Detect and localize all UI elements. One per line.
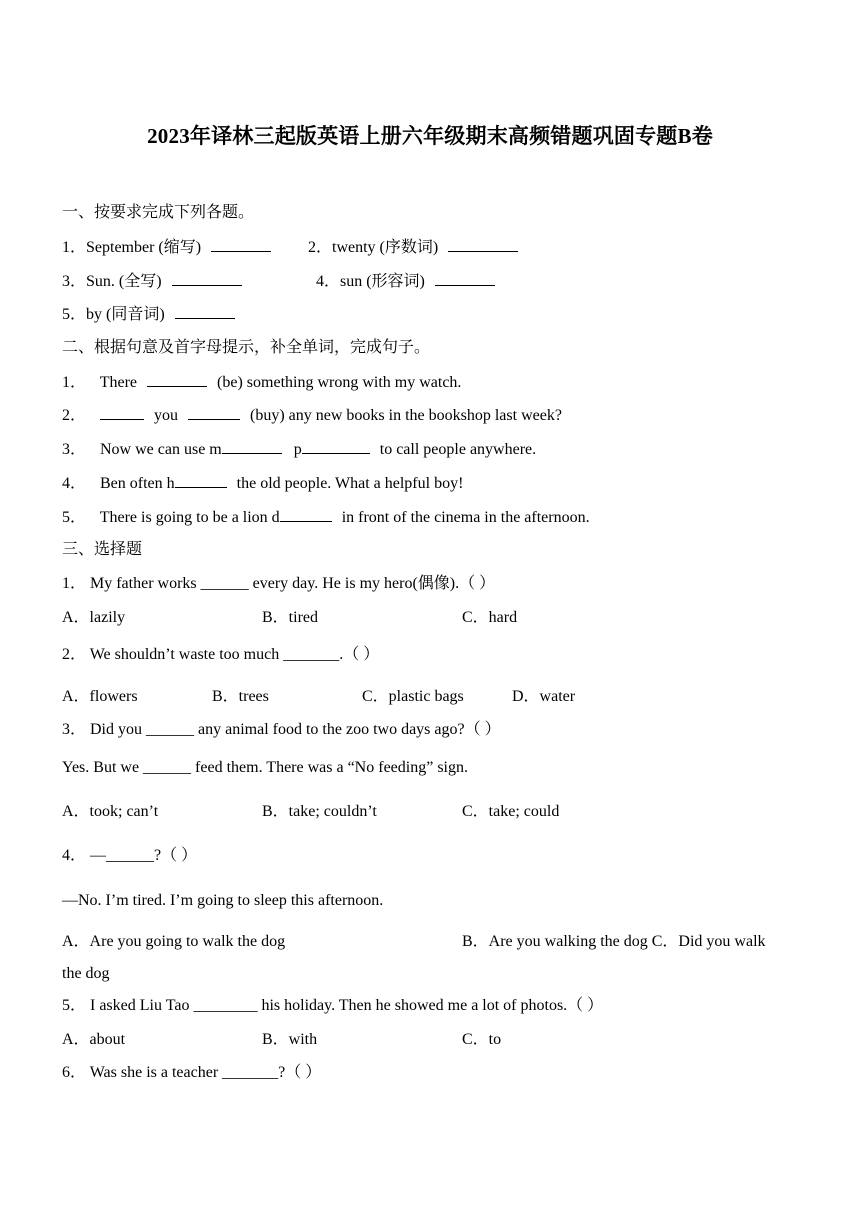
question-text: you	[154, 407, 178, 424]
s3-q2-stem: 2． We shouldn’t waste too much _______.（ ）	[62, 646, 380, 663]
s1-question-1	[62, 237, 271, 258]
answer-blank[interactable]	[448, 237, 518, 252]
answer-blank[interactable]	[435, 271, 495, 286]
s1-q4-text: 4．sun (形容词)	[316, 273, 425, 290]
question-text: to call people anywhere.	[379, 441, 537, 458]
s3-q5-option-a[interactable]: A．about	[62, 1031, 126, 1048]
s3-q4-option-a[interactable]: A．Are you going to walk the dog	[62, 933, 286, 950]
s3-q2-option-c[interactable]: C．plastic bags	[362, 688, 464, 705]
s1-q2-text: 2．twenty (序数词)	[308, 239, 439, 256]
question-number: 5．	[62, 509, 87, 526]
s3-q3-option-c[interactable]: C．take; could	[462, 803, 560, 820]
s2-question-4	[62, 473, 463, 494]
question-text: Now we can use m	[100, 441, 222, 458]
s3-q4-option-wrap: the dog	[62, 965, 110, 982]
question-number: 2．	[62, 407, 87, 424]
section-3-heading: 三、选择题	[62, 541, 143, 558]
answer-blank[interactable]	[188, 405, 240, 420]
s3-q5-option-c[interactable]: C．to	[462, 1031, 502, 1048]
s3-q6-stem: 6． Was she is a teacher _______?（ ）	[62, 1064, 322, 1081]
question-text: the old people. What a helpful boy!	[236, 475, 464, 492]
s2-question-3	[62, 439, 536, 460]
s1-question-3	[62, 271, 242, 292]
s1-question-2	[308, 237, 518, 258]
question-number: 4．	[62, 475, 87, 492]
s2-question-2	[62, 405, 562, 426]
page-title: 2023年译林三起版英语上册六年级期末高频错题巩固专题B卷	[147, 124, 713, 148]
question-text: There	[99, 374, 138, 391]
s1-q1-text: 1．September (缩写)	[62, 239, 202, 256]
s3-q4-option-b-c[interactable]: B．Are you walking the dog C．Did you walk	[462, 933, 766, 950]
section-2-heading: 二、根据句意及首字母提示，补全单词，完成句子。	[62, 339, 431, 356]
question-text: (be) something wrong with my watch.	[217, 374, 462, 391]
s3-q4-stem: 4． —______?（ ）	[62, 847, 198, 864]
s3-q5-option-b[interactable]: B．with	[262, 1031, 318, 1048]
question-text: in front of the cinema in the afternoon.	[341, 509, 590, 526]
s3-q3-option-b[interactable]: B．take; couldn’t	[262, 803, 377, 820]
question-text: There is going to be a lion d	[99, 509, 280, 526]
question-number: 1．	[62, 374, 87, 391]
s3-q3-stem: 3． Did you ______ any animal food to the zoo two days ago?（ ）	[62, 721, 501, 738]
s3-q3-line2: Yes. But we ______ feed them. There was a “No feeding” sign.	[62, 759, 468, 776]
answer-blank[interactable]	[222, 439, 282, 454]
s3-q2-option-b[interactable]: B．trees	[212, 688, 269, 705]
s3-q1-option-b[interactable]: B．tired	[262, 609, 318, 626]
s3-q1-stem: 1． My father works ______ every day. He is my hero(偶像).（ ）	[62, 575, 496, 592]
s3-q4-line2: —No. I’m tired. I’m going to sleep this afternoon.	[62, 892, 384, 909]
s1-question-4	[316, 271, 495, 292]
s1-question-5	[62, 304, 235, 325]
answer-blank[interactable]	[302, 439, 370, 454]
s1-q5-text: 5．by (同音词)	[62, 306, 165, 323]
s3-q1-option-a[interactable]: A．lazily	[62, 609, 126, 626]
s2-question-1	[62, 372, 461, 393]
answer-blank[interactable]	[100, 405, 144, 420]
s3-q2-option-a[interactable]: A．flowers	[62, 688, 138, 705]
section-1-heading: 一、按要求完成下列各题。	[62, 204, 255, 221]
answer-blank[interactable]	[280, 507, 332, 522]
s3-q3-option-a[interactable]: A．took; can’t	[62, 803, 159, 820]
question-number: 3．	[62, 441, 87, 458]
answer-blank[interactable]	[211, 237, 271, 252]
question-text: (buy) any new books in the bookshop last week?	[250, 407, 562, 424]
question-text: Ben often h	[100, 475, 175, 492]
s1-q3-text: 3．Sun. (全写)	[62, 273, 162, 290]
answer-blank[interactable]	[147, 372, 207, 387]
answer-blank[interactable]	[175, 473, 227, 488]
s3-q2-option-d[interactable]: D．water	[512, 688, 576, 705]
s3-q5-stem: 5． I asked Liu Tao ________ his holiday. Then he showed me a lot of photos.（ ）	[62, 997, 604, 1014]
answer-blank[interactable]	[172, 271, 242, 286]
question-text: p	[293, 441, 302, 458]
answer-blank[interactable]	[175, 304, 235, 319]
s2-question-5	[62, 507, 590, 528]
s3-q1-option-c[interactable]: C．hard	[462, 609, 518, 626]
